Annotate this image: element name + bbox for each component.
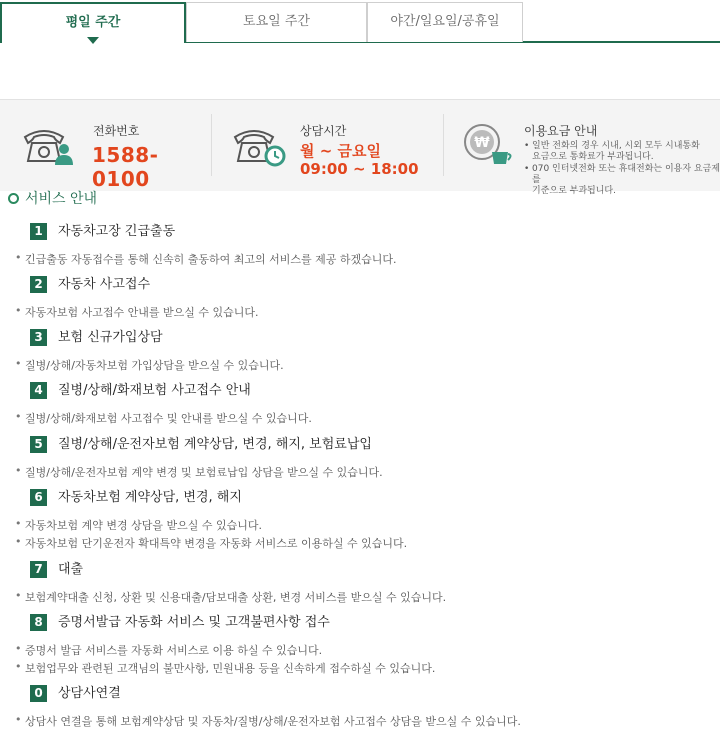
won-coin-coffee-icon xyxy=(462,122,514,168)
item-number-badge: 2 xyxy=(30,276,47,293)
item-desc: • 질병/상해/자동차보험 가입상담을 받으실 수 있습니다. xyxy=(15,357,284,373)
item-number-badge: 1 xyxy=(30,223,47,240)
item-title: 질병/상해/운전자보험 계약상담, 변경, 해지, 보험료납입 xyxy=(58,437,372,452)
bullet-ring-icon xyxy=(8,193,19,204)
item-number-badge: 0 xyxy=(30,685,47,702)
item-title: 상담사연결 xyxy=(58,686,121,701)
item-desc: • 질병/상해/운전자보험 계약 변경 및 보험료납입 상담을 받으실 수 있습니다. xyxy=(15,464,383,480)
item-desc: • 보험계약대출 신청, 상환 및 신용대출/담보대출 상환, 변경 서비스를 받으실 수 있습니다. xyxy=(15,589,446,605)
item-title: 자동차보험 계약상담, 변경, 해지 xyxy=(58,490,242,505)
fee-note-1: • 일반 전화의 경우 시내, 시외 모두 시내통화 요금으로 통화료가 부과됩니다. xyxy=(524,141,700,163)
item-number-badge: 4 xyxy=(30,382,47,399)
item-title: 대출 xyxy=(58,562,84,577)
hours-days: 월 ~ 금요일 xyxy=(300,142,381,160)
item-desc: • 상담사 연결을 통해 보험계약상담 및 자동차/질병/상해/운전자보험 사고접수 상담을 받으실 수 있습니다. xyxy=(15,713,521,729)
item-desc: • 긴급출동 자동접수를 통해 신속히 출동하여 최고의 서비스를 제공 하겠습니다. xyxy=(15,251,397,267)
telephone-clock-icon xyxy=(232,123,286,167)
tab-label: 평일 주간 xyxy=(65,15,121,30)
tab-night-sunday-holiday[interactable] xyxy=(367,2,523,42)
phone-block xyxy=(0,100,212,191)
fee-note-2: • 070 인터넷전화 또는 휴대전화는 이용자 요금제를 기준으로 부과됩니다. xyxy=(524,164,720,197)
item-title: 자동차고장 긴급출동 xyxy=(58,224,176,239)
phone-number[interactable]: 1588-0100 xyxy=(92,143,159,191)
item-desc: • 자동자보험 사고접수 안내를 받으실 수 있습니다. xyxy=(15,304,259,320)
tab-label: 야간/일요일/공휴일 xyxy=(390,14,500,29)
active-tab-arrow-icon xyxy=(87,37,99,44)
contact-info-panel xyxy=(0,99,720,196)
fee-label: 이용요금 안내 xyxy=(524,124,598,138)
tab-saturday-daytime[interactable] xyxy=(186,2,367,42)
tab-weekday-daytime[interactable] xyxy=(0,2,186,43)
item-title: 증명서발급 자동화 서비스 및 고객불편사항 접수 xyxy=(58,615,330,630)
hours-time: 09:00 ~ 18:00 xyxy=(300,160,419,178)
telephone-person-icon xyxy=(22,123,76,167)
fee-block xyxy=(444,100,720,196)
phone-label: 전화번호 xyxy=(93,124,140,138)
hours-label: 상담시간 xyxy=(300,124,347,138)
service-section-title: 서비스 안내 xyxy=(8,188,97,208)
item-desc: • 자동차보험 단기운전자 확대특약 변경을 자동화 서비스로 이용하실 수 있습니다. xyxy=(15,535,407,551)
item-desc: • 보험업무와 관련된 고객님의 불만사항, 민원내용 등을 신속하게 접수하실 수 있습니다. xyxy=(15,660,435,676)
item-desc: • 증명서 발급 서비스를 자동화 서비스로 이용 하실 수 있습니다. xyxy=(15,642,322,658)
item-number-badge: 8 xyxy=(30,614,47,631)
item-number-badge: 6 xyxy=(30,489,47,506)
item-desc: • 질병/상해/화재보험 사고접수 및 안내를 받으실 수 있습니다. xyxy=(15,410,312,426)
item-desc: • 자동차보험 계약 변경 상담을 받으실 수 있습니다. xyxy=(15,517,262,533)
tab-bar xyxy=(0,0,720,44)
svg-text:₩: ₩ xyxy=(474,135,490,151)
item-number-badge: 5 xyxy=(30,436,47,453)
item-number-badge: 7 xyxy=(30,561,47,578)
hours-block xyxy=(212,100,444,191)
item-title: 자동차 사고접수 xyxy=(58,277,151,292)
tab-label: 토요일 주간 xyxy=(243,14,310,29)
item-title: 질병/상해/화재보험 사고접수 안내 xyxy=(58,383,251,398)
item-title: 보험 신규가입상담 xyxy=(58,330,163,345)
item-number-badge: 3 xyxy=(30,329,47,346)
